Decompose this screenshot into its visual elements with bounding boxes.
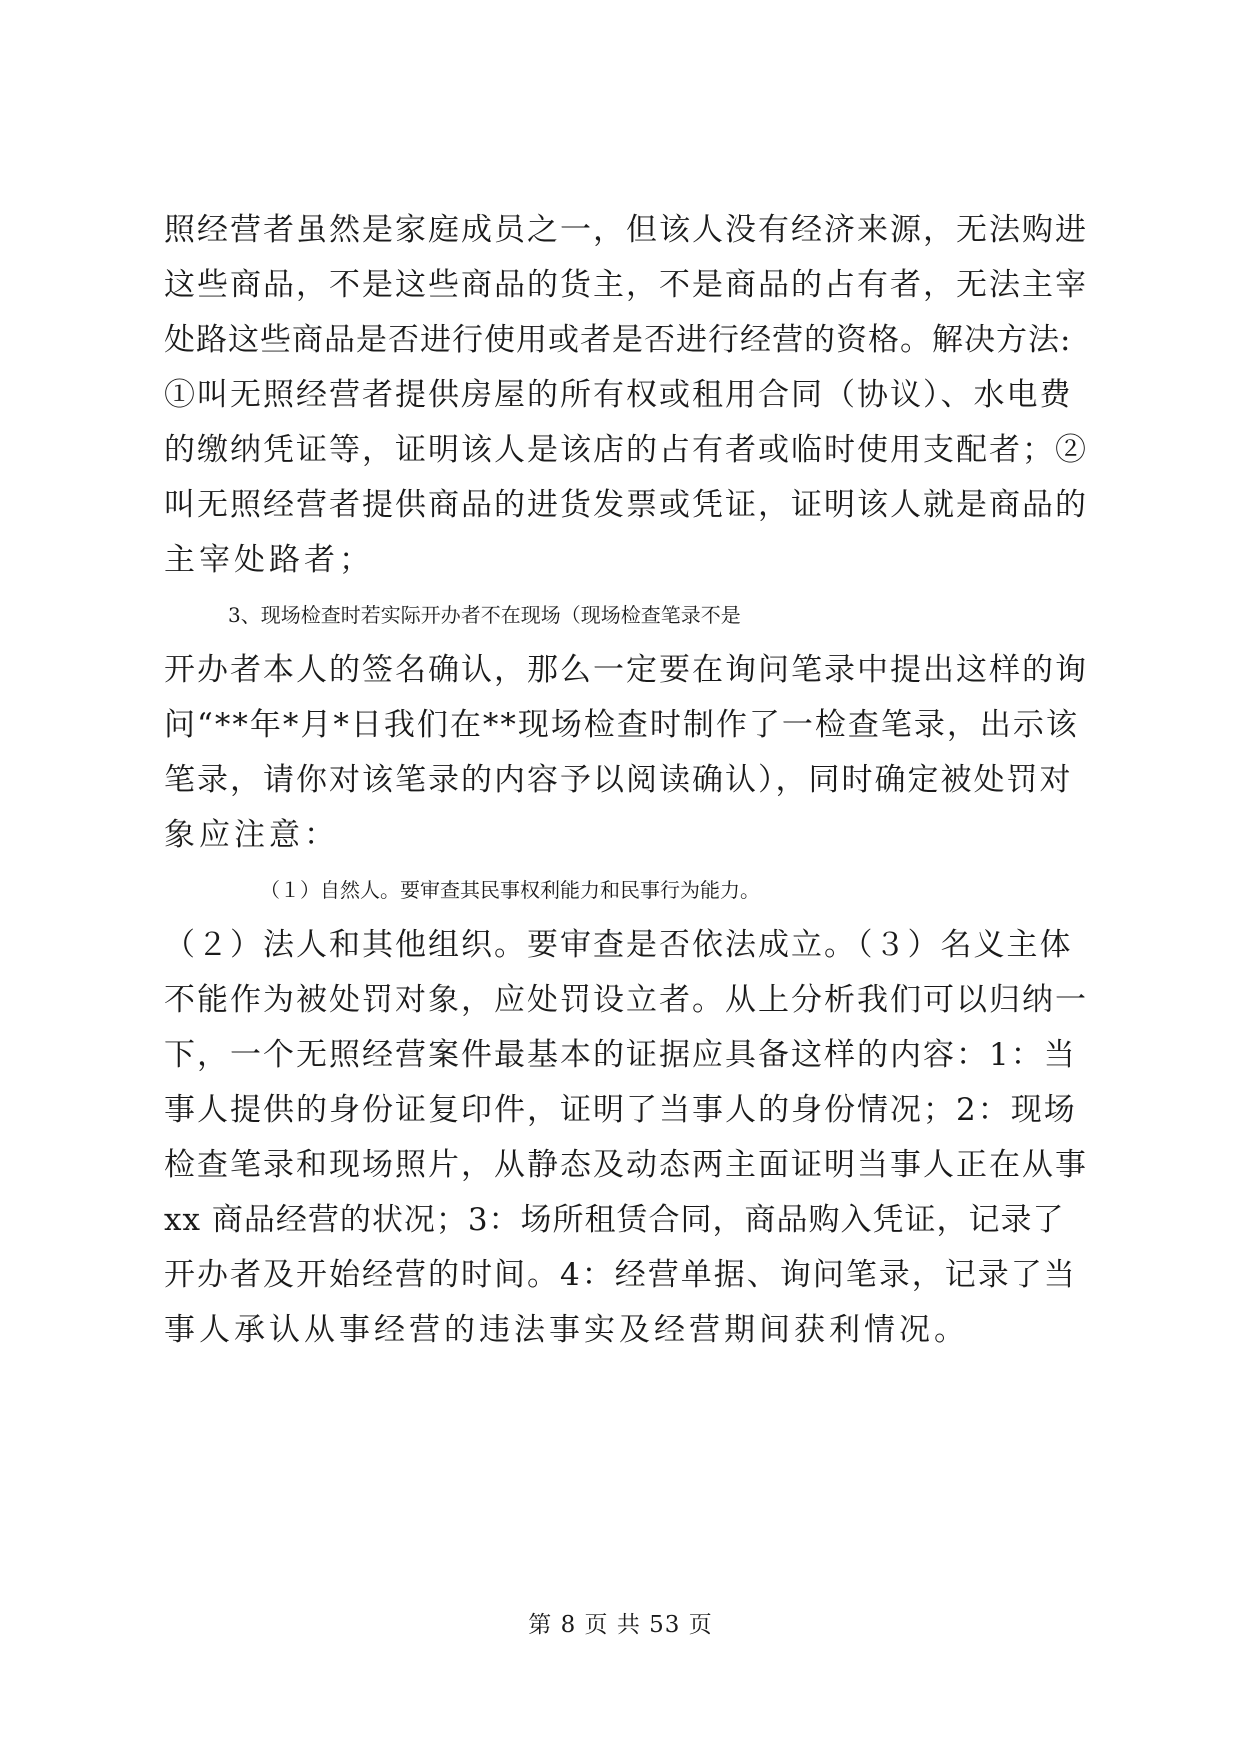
- text-line: ①叫无照经营者提供房屋的所有权或租用合同（协议）、水电费: [164, 377, 1073, 413]
- text-line: （１）自然人。要审查其民事权利能力和民事行为能力。: [260, 878, 760, 902]
- text-line: 问“**年*月*日我们在**现场检查时制作了一检查笔录，出示该: [164, 707, 1079, 743]
- text-line: 这些商品，不是这些商品的货主，不是商品的占有者，无法主宰: [164, 267, 1088, 303]
- text-line: （２）法人和其他组织。要审查是否依法成立。（３）名义主体: [164, 927, 1073, 963]
- text-line: 象应注意：: [164, 817, 339, 853]
- text-line: 检查笔录和现场照片，从静态及动态两主面证明当事人正在从事: [164, 1147, 1088, 1183]
- text-line: 笔录，请你对该笔录的内容予以阅读确认），同时确定被处罚对: [164, 762, 1073, 798]
- text-line: 3、现场检查时若实际开办者不在现场（现场检查笔录不是: [228, 603, 741, 627]
- text-line: xx 商品经营的状况；3：场所租赁合同，商品购入凭证，记录了: [164, 1202, 1065, 1238]
- text-line: 下，一个无照经营案件最基本的证据应具备这样的内容：1：当: [164, 1037, 1077, 1073]
- text-line: 叫无照经营者提供商品的进货发票或凭证，证明该人就是商品的: [164, 487, 1088, 523]
- text-line: 事人提供的身份证复印件，证明了当事人的身份情况；2：现场: [164, 1092, 1077, 1128]
- text-line: 主宰处路者；: [164, 542, 374, 578]
- text-line: 事人承认从事经营的违法事实及经营期间获利情况。: [164, 1312, 969, 1348]
- text-line: 不能作为被处罚对象，应处罚设立者。从上分析我们可以归纳一: [164, 982, 1088, 1018]
- text-line: 的缴纳凭证等，证明该人是该店的占有者或临时使用支配者；②: [164, 432, 1088, 468]
- text-line: 处路这些商品是否进行使用或者是否进行经营的资格。解决方法:: [164, 322, 1072, 358]
- page-footer: 第 8 页 共 53 页: [528, 1612, 713, 1638]
- text-line: 开办者本人的签名确认，那么一定要在询问笔录中提出这样的询: [164, 652, 1088, 688]
- text-line: 照经营者虽然是家庭成员之一，但该人没有经济来源，无法购进: [164, 212, 1088, 248]
- text-line: 开办者及开始经营的时间。4：经营单据、询问笔录，记录了当: [164, 1257, 1077, 1293]
